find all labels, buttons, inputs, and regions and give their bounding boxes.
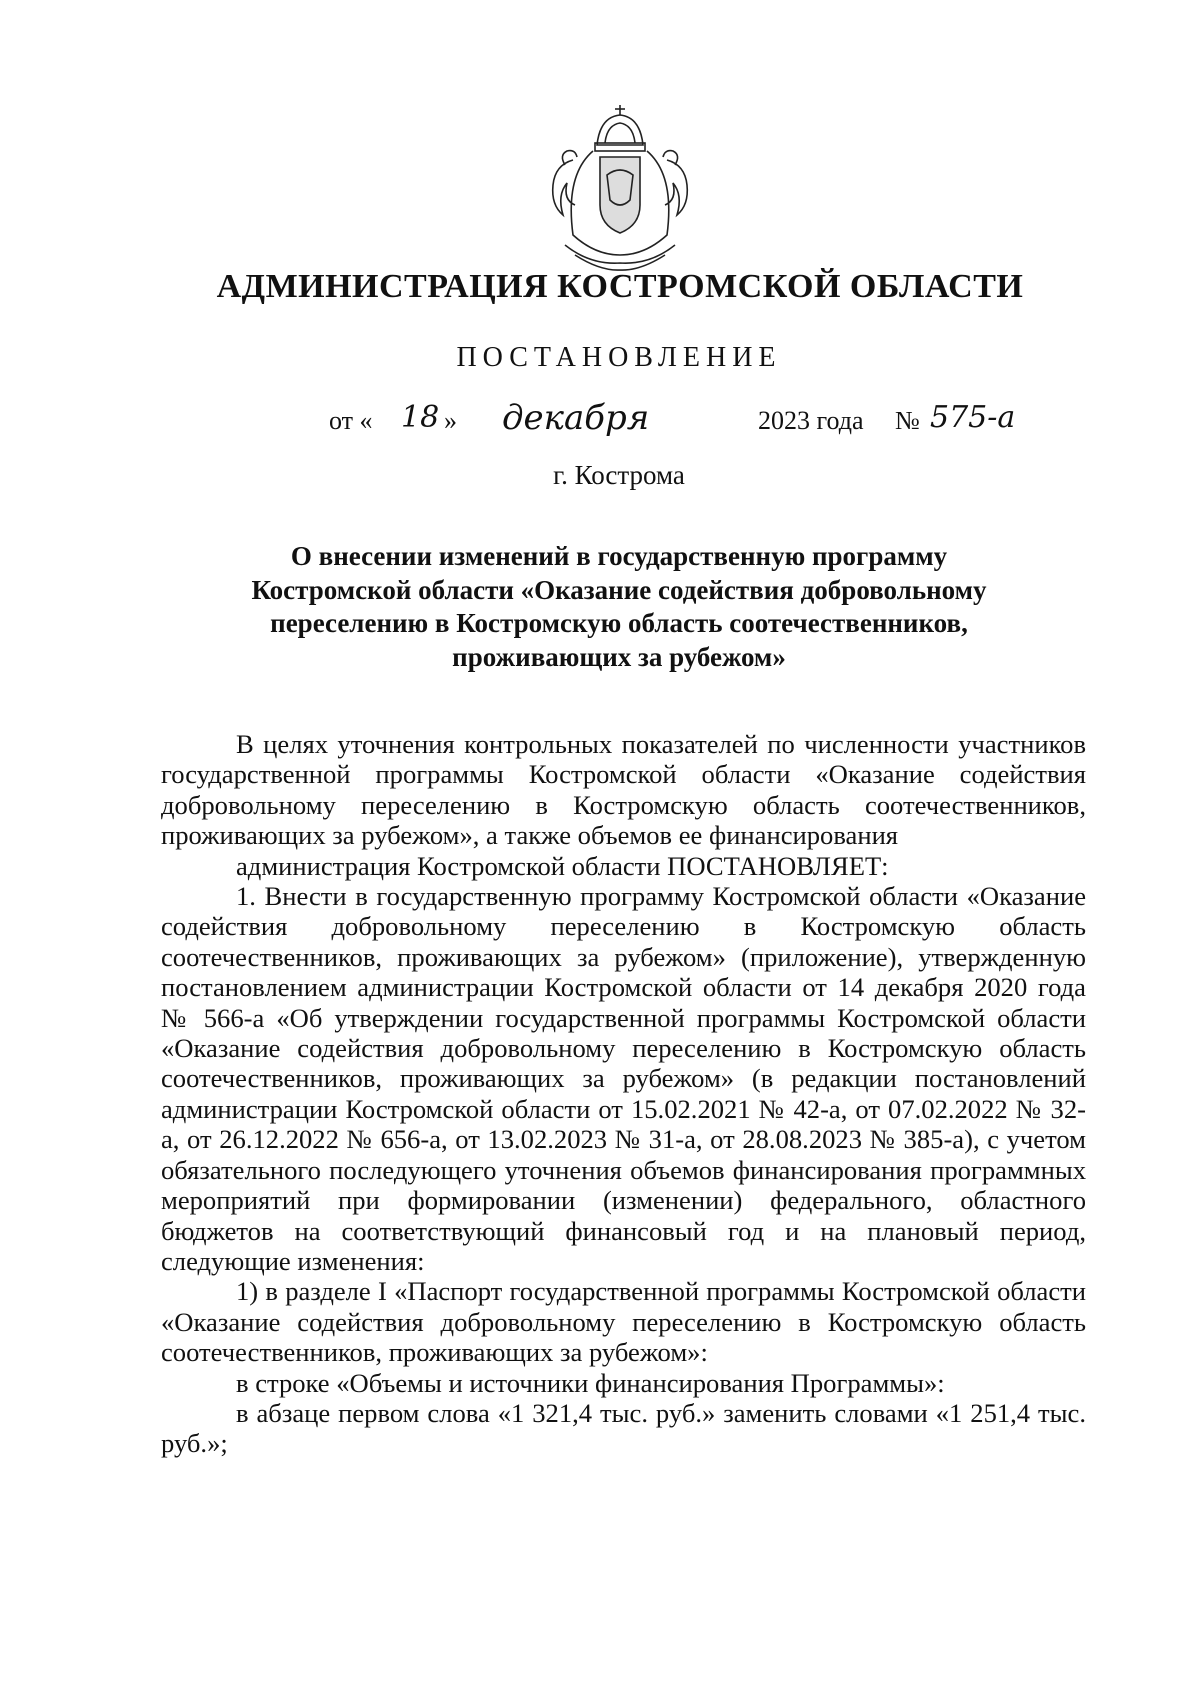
document-type: ПОСТАНОВЛЕНИЕ: [456, 342, 782, 373]
body-paragraph: В целях уточнения контрольных показателей по численности участников государственной программы Костромской области «Оказание содействия добровольному переселению в Костромскую область соотечественников, проживающих за рубежом», а также объемов ее финансирования: [161, 729, 1086, 851]
document-body: [161, 729, 1086, 1459]
document-title: [200, 540, 1038, 674]
date-close-quote: »: [444, 406, 457, 435]
coat-of-arms-emblem: [545, 105, 695, 273]
title-line: проживающих за рубежом»: [452, 641, 786, 672]
title-line: О внесении изменений в государственную программу: [290, 541, 948, 571]
date-month-handwritten: декабря: [502, 398, 650, 438]
date-prefix: от «: [329, 406, 373, 435]
document-number-handwritten: 575-а: [930, 400, 1016, 435]
city: г. Кострома: [553, 460, 685, 490]
body-paragraph: в строке «Объемы и источники финансирования Программы»:: [236, 1367, 945, 1398]
body-paragraph: в абзаце первом слова «1 321,4 тыс. руб.» заменить словами «1 251,4 тыс. руб.»;: [161, 1397, 1086, 1459]
body-paragraph: 1. Внести в государственную программу Костромской области «Оказание содействия добровольному переселению в Костромскую область соотечественников, проживающих за рубежом» (приложение), утвержденную постановлением администрации Костромской области от 14 декабря 2020 года № 566-а «Об утверждении государственной программы Костромской области «Оказание содействия добровольному переселению в Костромскую область соотечественников, проживающих за рубежом» (в редакции постановлений администрации Костромской области от 15.02.2021 № 42-а, от 07.02.2022 № 32-а, от 26.12.2022 № 656-а, от 13.02.2023 № 31-а, от 28.08.2023 № 385-а), с учетом обязательного последующего уточнения объемов финансирования программных мероприятий при формировании (изменении) федерального, областного бюджетов на соответствующий финансовый год и на плановый период, следующие изменения:: [161, 881, 1086, 1276]
title-line: Костромской области «Оказание содействия добровольному: [251, 574, 987, 605]
organization-name: АДМИНИСТРАЦИЯ КОСТРОМСКОЙ ОБЛАСТИ: [216, 268, 1024, 305]
title-line: переселению в Костромскую область соотечественников,: [270, 608, 968, 638]
body-paragraph: администрация Костромской области ПОСТАНОВЛЯЕТ:: [236, 850, 889, 881]
body-paragraph: 1) в разделе I «Паспорт государственной программы Костромской области «Оказание содействия добровольному переселению в Костромскую область соотечественников, проживающих за рубежом»:: [161, 1276, 1086, 1368]
date-day-handwritten: 18: [401, 400, 440, 435]
number-sign: №: [895, 406, 920, 435]
date-year: 2023 года: [758, 406, 864, 435]
date-number-line: [0, 400, 1200, 450]
